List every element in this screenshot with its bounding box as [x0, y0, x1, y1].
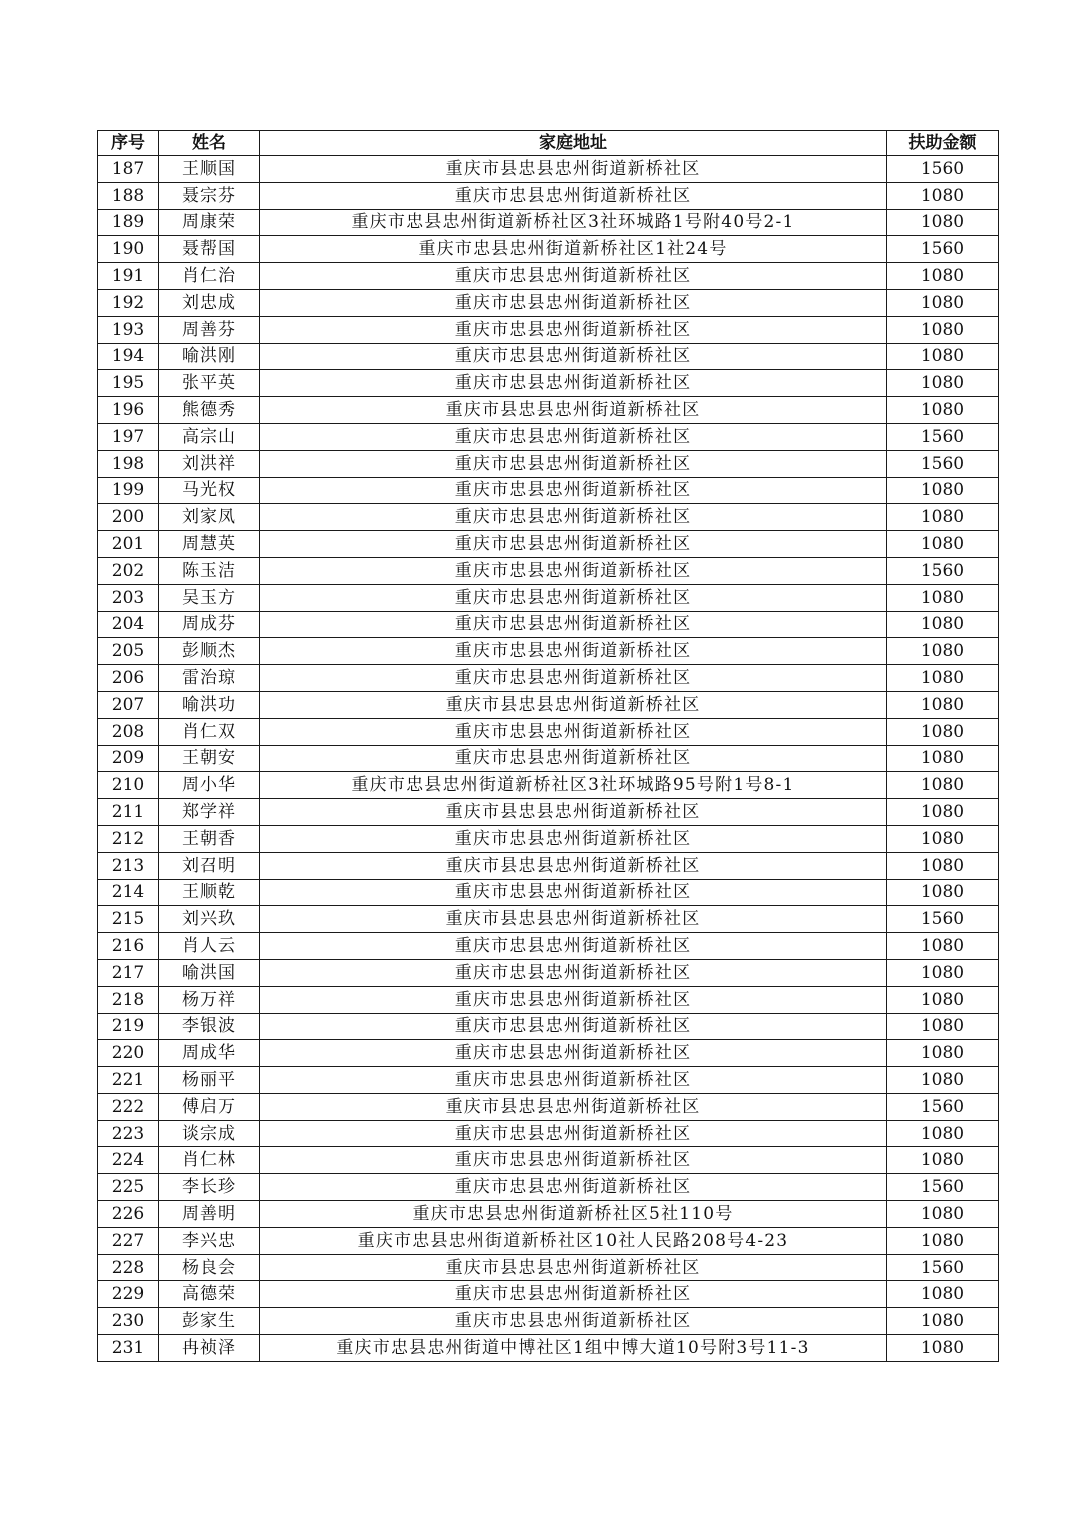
cell-name: 肖仁双	[159, 718, 260, 745]
cell-name: 喻洪国	[159, 959, 260, 986]
cell-name: 马光权	[159, 477, 260, 504]
cell-assistance-amount: 1560	[887, 423, 999, 450]
cell-serial-number: 200	[98, 504, 159, 531]
table-row	[98, 1147, 999, 1174]
table-row	[98, 1254, 999, 1281]
cell-serial-number: 206	[98, 665, 159, 692]
table-row	[98, 691, 999, 718]
cell-home-address: 重庆市忠县忠州街道新桥社区	[260, 289, 887, 316]
cell-home-address: 重庆市忠县忠州街道新桥社区	[260, 1174, 887, 1201]
cell-serial-number: 211	[98, 799, 159, 826]
cell-home-address: 重庆市县忠县忠州街道新桥社区	[260, 852, 887, 879]
cell-name: 吴玉方	[159, 584, 260, 611]
table-row	[98, 450, 999, 477]
cell-name: 陈玉洁	[159, 557, 260, 584]
cell-serial-number: 217	[98, 959, 159, 986]
cell-name: 谈宗成	[159, 1120, 260, 1147]
cell-assistance-amount: 1080	[887, 745, 999, 772]
cell-serial-number: 230	[98, 1308, 159, 1335]
cell-serial-number: 229	[98, 1281, 159, 1308]
header-row	[98, 131, 999, 156]
cell-name: 刘兴玖	[159, 906, 260, 933]
cell-name: 杨良会	[159, 1254, 260, 1281]
cell-home-address: 重庆市忠县忠州街道新桥社区	[260, 665, 887, 692]
cell-name: 刘洪祥	[159, 450, 260, 477]
table-row	[98, 986, 999, 1013]
cell-home-address: 重庆市忠县忠州街道新桥社区	[260, 959, 887, 986]
cell-assistance-amount: 1080	[887, 209, 999, 236]
cell-serial-number: 227	[98, 1227, 159, 1254]
cell-serial-number: 220	[98, 1040, 159, 1067]
table-row	[98, 182, 999, 209]
table-row	[98, 209, 999, 236]
table-row	[98, 611, 999, 638]
cell-serial-number: 193	[98, 316, 159, 343]
cell-assistance-amount: 1080	[887, 1281, 999, 1308]
cell-home-address: 重庆市忠县忠州街道新桥社区	[260, 825, 887, 852]
cell-home-address: 重庆市忠县忠州街道中博社区1组中博大道10号附3号11-3	[260, 1335, 887, 1362]
cell-assistance-amount: 1080	[887, 1308, 999, 1335]
cell-home-address: 重庆市忠县忠州街道新桥社区	[260, 584, 887, 611]
table-row	[98, 1308, 999, 1335]
cell-assistance-amount: 1560	[887, 906, 999, 933]
cell-assistance-amount: 1080	[887, 718, 999, 745]
cell-serial-number: 210	[98, 772, 159, 799]
cell-assistance-amount: 1560	[887, 557, 999, 584]
cell-name: 高宗山	[159, 423, 260, 450]
cell-serial-number: 188	[98, 182, 159, 209]
cell-assistance-amount: 1080	[887, 691, 999, 718]
cell-assistance-amount: 1080	[887, 289, 999, 316]
cell-serial-number: 216	[98, 933, 159, 960]
cell-name: 刘家凤	[159, 504, 260, 531]
table-row	[98, 1040, 999, 1067]
cell-assistance-amount: 1080	[887, 665, 999, 692]
cell-assistance-amount: 1080	[887, 584, 999, 611]
cell-name: 郑学祥	[159, 799, 260, 826]
table-row	[98, 665, 999, 692]
cell-assistance-amount: 1080	[887, 263, 999, 290]
cell-serial-number: 215	[98, 906, 159, 933]
cell-name: 彭顺杰	[159, 638, 260, 665]
cell-name: 王顺国	[159, 156, 260, 183]
table-row	[98, 557, 999, 584]
table-row	[98, 933, 999, 960]
table-row	[98, 1067, 999, 1094]
cell-home-address: 重庆市忠县忠州街道新桥社区	[260, 1067, 887, 1094]
cell-home-address: 重庆市忠县忠州街道新桥社区	[260, 1147, 887, 1174]
cell-assistance-amount: 1080	[887, 370, 999, 397]
cell-home-address: 重庆市忠县忠州街道新桥社区	[260, 1281, 887, 1308]
cell-name: 彭家生	[159, 1308, 260, 1335]
cell-serial-number: 201	[98, 531, 159, 558]
cell-assistance-amount: 1560	[887, 1174, 999, 1201]
table-row	[98, 370, 999, 397]
cell-name: 周善明	[159, 1201, 260, 1228]
cell-assistance-amount: 1080	[887, 1067, 999, 1094]
cell-serial-number: 198	[98, 450, 159, 477]
cell-serial-number: 218	[98, 986, 159, 1013]
table-row	[98, 423, 999, 450]
cell-serial-number: 191	[98, 263, 159, 290]
cell-assistance-amount: 1080	[887, 638, 999, 665]
cell-home-address: 重庆市县忠县忠州街道新桥社区	[260, 156, 887, 183]
cell-serial-number: 207	[98, 691, 159, 718]
table-row	[98, 397, 999, 424]
cell-assistance-amount: 1080	[887, 1201, 999, 1228]
header-assistance-amount: 扶助金额	[887, 131, 999, 156]
cell-home-address: 重庆市县忠县忠州街道新桥社区	[260, 397, 887, 424]
table-header	[98, 131, 999, 156]
cell-home-address: 重庆市忠县忠州街道新桥社区	[260, 879, 887, 906]
table-row	[98, 477, 999, 504]
cell-home-address: 重庆市忠县忠州街道新桥社区	[260, 450, 887, 477]
cell-assistance-amount: 1080	[887, 1040, 999, 1067]
table-row	[98, 906, 999, 933]
cell-serial-number: 231	[98, 1335, 159, 1362]
cell-home-address: 重庆市忠县忠州街道新桥社区	[260, 745, 887, 772]
cell-serial-number: 221	[98, 1067, 159, 1094]
cell-serial-number: 204	[98, 611, 159, 638]
cell-serial-number: 189	[98, 209, 159, 236]
cell-assistance-amount: 1080	[887, 1013, 999, 1040]
cell-assistance-amount: 1560	[887, 450, 999, 477]
table-row	[98, 584, 999, 611]
cell-name: 王顺乾	[159, 879, 260, 906]
table-row	[98, 638, 999, 665]
cell-serial-number: 222	[98, 1093, 159, 1120]
cell-name: 喻洪刚	[159, 343, 260, 370]
cell-serial-number: 187	[98, 156, 159, 183]
table-row	[98, 156, 999, 183]
cell-serial-number: 208	[98, 718, 159, 745]
table-row	[98, 879, 999, 906]
cell-home-address: 重庆市县忠县忠州街道新桥社区	[260, 1093, 887, 1120]
cell-home-address: 重庆市县忠县忠州街道新桥社区	[260, 906, 887, 933]
cell-home-address: 重庆市忠县忠州街道新桥社区	[260, 343, 887, 370]
table-row	[98, 1174, 999, 1201]
cell-assistance-amount: 1080	[887, 397, 999, 424]
cell-name: 聂宗芬	[159, 182, 260, 209]
table-row	[98, 772, 999, 799]
table-row	[98, 1201, 999, 1228]
table-row	[98, 718, 999, 745]
cell-assistance-amount: 1080	[887, 477, 999, 504]
cell-serial-number: 202	[98, 557, 159, 584]
table-row	[98, 1120, 999, 1147]
table-row	[98, 504, 999, 531]
assistance-roster-table	[97, 130, 999, 1362]
cell-home-address: 重庆市忠县忠州街道新桥社区3社环城路95号附1号8-1	[260, 772, 887, 799]
cell-assistance-amount: 1080	[887, 611, 999, 638]
cell-name: 杨丽平	[159, 1067, 260, 1094]
cell-assistance-amount: 1560	[887, 156, 999, 183]
cell-assistance-amount: 1080	[887, 852, 999, 879]
cell-name: 聂帮国	[159, 236, 260, 263]
cell-serial-number: 195	[98, 370, 159, 397]
cell-serial-number: 212	[98, 825, 159, 852]
cell-serial-number: 194	[98, 343, 159, 370]
cell-name: 李长珍	[159, 1174, 260, 1201]
cell-serial-number: 224	[98, 1147, 159, 1174]
cell-name: 周善芬	[159, 316, 260, 343]
cell-name: 周康荣	[159, 209, 260, 236]
cell-home-address: 重庆市忠县忠州街道新桥社区	[260, 933, 887, 960]
table-row	[98, 1227, 999, 1254]
cell-assistance-amount: 1080	[887, 1335, 999, 1362]
cell-home-address: 重庆市忠县忠州街道新桥社区3社环城路1号附40号2-1	[260, 209, 887, 236]
cell-name: 傅启万	[159, 1093, 260, 1120]
cell-home-address: 重庆市忠县忠州街道新桥社区10社人民路208号4-23	[260, 1227, 887, 1254]
cell-name: 周成华	[159, 1040, 260, 1067]
cell-serial-number: 190	[98, 236, 159, 263]
cell-serial-number: 219	[98, 1013, 159, 1040]
cell-assistance-amount: 1080	[887, 531, 999, 558]
cell-home-address: 重庆市忠县忠州街道新桥社区	[260, 477, 887, 504]
cell-serial-number: 192	[98, 289, 159, 316]
header-name: 姓名	[159, 131, 260, 156]
cell-home-address: 重庆市忠县忠州街道新桥社区	[260, 182, 887, 209]
cell-home-address: 重庆市忠县忠州街道新桥社区	[260, 718, 887, 745]
cell-home-address: 重庆市忠县忠州街道新桥社区	[260, 316, 887, 343]
cell-name: 肖仁治	[159, 263, 260, 290]
table-row	[98, 1093, 999, 1120]
table-row	[98, 263, 999, 290]
table-row	[98, 531, 999, 558]
table-row	[98, 1281, 999, 1308]
cell-assistance-amount: 1080	[887, 879, 999, 906]
cell-name: 周小华	[159, 772, 260, 799]
cell-name: 肖仁林	[159, 1147, 260, 1174]
cell-home-address: 重庆市忠县忠州街道新桥社区	[260, 370, 887, 397]
cell-assistance-amount: 1560	[887, 236, 999, 263]
cell-home-address: 重庆市县忠县忠州街道新桥社区	[260, 799, 887, 826]
cell-serial-number: 225	[98, 1174, 159, 1201]
cell-assistance-amount: 1080	[887, 316, 999, 343]
table-row	[98, 343, 999, 370]
table-row	[98, 852, 999, 879]
cell-home-address: 重庆市县忠县忠州街道新桥社区	[260, 1254, 887, 1281]
cell-serial-number: 205	[98, 638, 159, 665]
cell-serial-number: 203	[98, 584, 159, 611]
cell-assistance-amount: 1560	[887, 1093, 999, 1120]
cell-home-address: 重庆市忠县忠州街道新桥社区5社110号	[260, 1201, 887, 1228]
table-row	[98, 289, 999, 316]
cell-name: 冉祯泽	[159, 1335, 260, 1362]
cell-assistance-amount: 1080	[887, 343, 999, 370]
cell-home-address: 重庆市忠县忠州街道新桥社区	[260, 263, 887, 290]
cell-name: 张平英	[159, 370, 260, 397]
cell-assistance-amount: 1080	[887, 772, 999, 799]
cell-home-address: 重庆市忠县忠州街道新桥社区	[260, 611, 887, 638]
cell-name: 喻洪功	[159, 691, 260, 718]
table-row	[98, 316, 999, 343]
cell-assistance-amount: 1080	[887, 1227, 999, 1254]
cell-home-address: 重庆市忠县忠州街道新桥社区	[260, 1308, 887, 1335]
cell-serial-number: 197	[98, 423, 159, 450]
cell-name: 刘忠成	[159, 289, 260, 316]
table-body	[98, 156, 999, 1362]
cell-assistance-amount: 1080	[887, 182, 999, 209]
header-home-address: 家庭地址	[260, 131, 887, 156]
cell-serial-number: 209	[98, 745, 159, 772]
cell-serial-number: 226	[98, 1201, 159, 1228]
cell-name: 王朝安	[159, 745, 260, 772]
cell-assistance-amount: 1080	[887, 933, 999, 960]
table-row	[98, 825, 999, 852]
cell-serial-number: 213	[98, 852, 159, 879]
cell-home-address: 重庆市忠县忠州街道新桥社区	[260, 1120, 887, 1147]
cell-home-address: 重庆市忠县忠州街道新桥社区	[260, 1013, 887, 1040]
cell-assistance-amount: 1080	[887, 504, 999, 531]
cell-name: 肖人云	[159, 933, 260, 960]
cell-home-address: 重庆市忠县忠州街道新桥社区	[260, 531, 887, 558]
cell-assistance-amount: 1080	[887, 799, 999, 826]
cell-assistance-amount: 1560	[887, 1254, 999, 1281]
cell-home-address: 重庆市忠县忠州街道新桥社区	[260, 423, 887, 450]
cell-name: 杨万祥	[159, 986, 260, 1013]
table-row	[98, 745, 999, 772]
table-row	[98, 799, 999, 826]
cell-serial-number: 199	[98, 477, 159, 504]
cell-assistance-amount: 1080	[887, 1120, 999, 1147]
cell-home-address: 重庆市忠县忠州街道新桥社区	[260, 504, 887, 531]
cell-name: 熊德秀	[159, 397, 260, 424]
cell-name: 李兴忠	[159, 1227, 260, 1254]
cell-name: 周慧英	[159, 531, 260, 558]
cell-name: 高德荣	[159, 1281, 260, 1308]
cell-name: 雷治琼	[159, 665, 260, 692]
cell-serial-number: 228	[98, 1254, 159, 1281]
table-row	[98, 1013, 999, 1040]
cell-serial-number: 223	[98, 1120, 159, 1147]
table-row	[98, 959, 999, 986]
cell-home-address: 重庆市忠县忠州街道新桥社区	[260, 986, 887, 1013]
cell-assistance-amount: 1080	[887, 986, 999, 1013]
cell-home-address: 重庆市忠县忠州街道新桥社区	[260, 638, 887, 665]
cell-home-address: 重庆市忠县忠州街道新桥社区	[260, 1040, 887, 1067]
cell-name: 王朝香	[159, 825, 260, 852]
cell-home-address: 重庆市县忠县忠州街道新桥社区	[260, 691, 887, 718]
cell-assistance-amount: 1080	[887, 825, 999, 852]
cell-assistance-amount: 1080	[887, 959, 999, 986]
cell-serial-number: 214	[98, 879, 159, 906]
cell-name: 刘召明	[159, 852, 260, 879]
table-row	[98, 236, 999, 263]
cell-assistance-amount: 1080	[887, 1147, 999, 1174]
cell-name: 周成芬	[159, 611, 260, 638]
table-row	[98, 1335, 999, 1362]
cell-serial-number: 196	[98, 397, 159, 424]
cell-name: 李银波	[159, 1013, 260, 1040]
cell-home-address: 重庆市忠县忠州街道新桥社区1社24号	[260, 236, 887, 263]
header-serial-number: 序号	[98, 131, 159, 156]
cell-home-address: 重庆市忠县忠州街道新桥社区	[260, 557, 887, 584]
